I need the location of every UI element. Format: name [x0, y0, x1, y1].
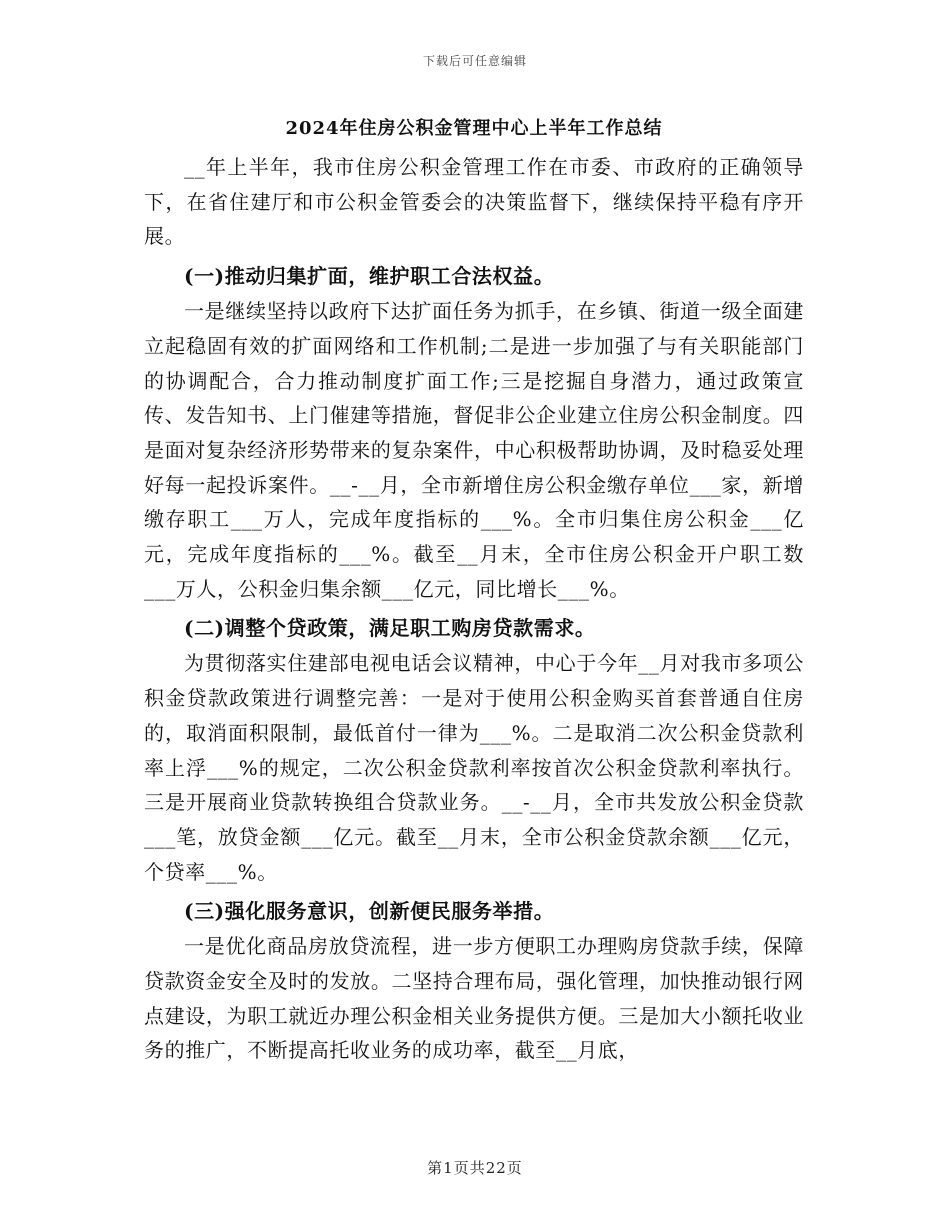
- section-paragraph: 一是优化商品房放贷流程，进一步方便职工办理购房贷款手续，保障贷款资金安全及时的发放。二坚持合理布局，强化管理，加快推动银行网点建设，为职工就近办理公积金相关业务提供方便。三是加大小额托收业务的推广，不断提高托收业务的成功率，截至__月底，: [144, 934, 804, 1063]
- section-paragraph: 为贯彻落实住建部电视电话会议精神，中心于今年__月对我市多项公积金贷款政策进行调整完善：一是对于使用公积金购买首套普通自住房的，取消面积限制，最低首付一律为___%。二是取消二次公积金贷款利率上浮___%的规定，二次公积金贷款利率按首次公积金贷款利率执行。三是开展商业贷款转换组合贷款业务。__-__月，全市共发放公积金贷款___笔，放贷金额___亿元。截至__月末，全市公积金贷款余额___亿元，个贷率___%。: [144, 651, 804, 884]
- header-note: 下载后可任意编辑: [422, 54, 527, 68]
- page-number: 第1页共22页: [427, 1159, 523, 1177]
- section-heading: (二)调整个贷政策，满足职工购房贷款需求。: [184, 616, 596, 641]
- section-1: [144, 258, 804, 606]
- section-3: [144, 893, 804, 1068]
- document-body: [144, 112, 804, 1068]
- section-2: [144, 610, 804, 889]
- section-paragraph: 一是继续坚持以政府下达扩面任务为抓手，在乡镇、街道一级全面建立起稳固有效的扩面网络和工作机制;二是进一步加强了与有关职能部门的协调配合，合力推动制度扩面工作;三是挖掘自身潜力，通过政策宣传、发告知书、上门催建等措施，督促非公企业建立住房公积金制度。四是面对复杂经济形势带来的复杂案件，中心积极帮助协调，及时稳妥处理好每一起投诉案件。__-__月，全市新增住房公积金缴存单位___家，新增缴存职工___万人，完成年度指标的___%。全市归集住房公积金___亿元，完成年度指标的___%。截至__月末，全市住房公积金开户职工数___万人，公积金归集余额___亿元，同比增长___%。: [144, 299, 804, 601]
- document-title: 2024年住房公积金管理中心上半年工作总结: [285, 118, 663, 139]
- section-heading: (三)强化服务意识，创新便民服务举措。: [184, 899, 555, 924]
- section-heading: (一)推动归集扩面，维护职工合法权益。: [184, 264, 555, 289]
- intro-paragraph: __年上半年，我市住房公积金管理工作在市委、市政府的正确领导下，在省住建厅和市公积金管委会的决策监督下，继续保持平稳有序开展。: [144, 155, 804, 249]
